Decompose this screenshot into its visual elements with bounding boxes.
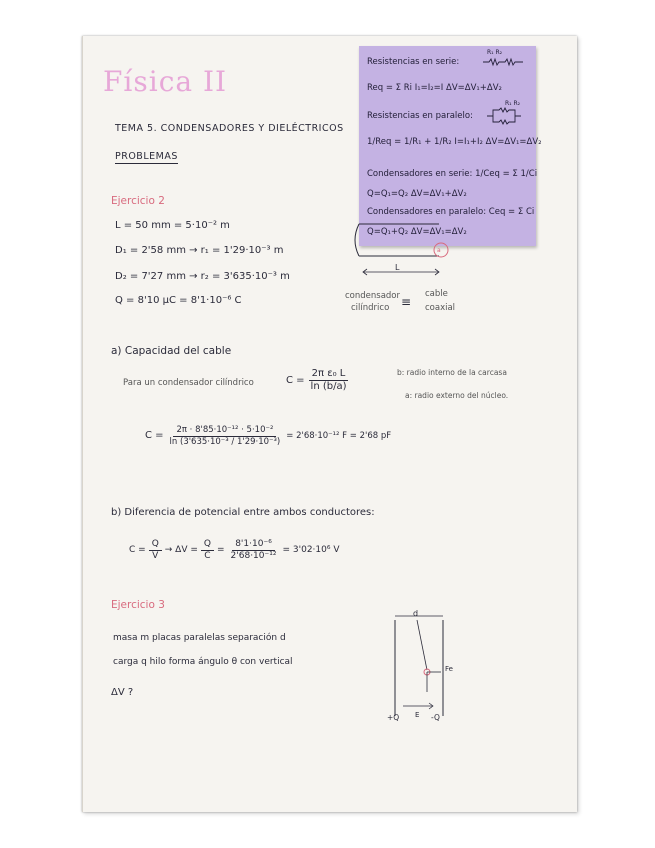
- data-length: L = 50 mm = 5·10⁻² m: [115, 220, 230, 231]
- note-resistors-series-labels: R₁ R₂: [487, 49, 503, 56]
- v-c-eq: C =: [129, 545, 146, 555]
- coaxial-label-1: cable: [425, 289, 448, 299]
- note-resistors-parallel: Resistencias en paralelo:: [367, 111, 473, 121]
- voltage-calculation: [129, 540, 339, 561]
- exercise-3-line-1: masa m placas paralelas separación d: [113, 633, 286, 643]
- capacitance-formula-denominator: ln (b/a): [310, 381, 347, 392]
- fig-length-label: L: [395, 263, 400, 272]
- coaxial-label-2: coaxial: [425, 303, 456, 313]
- resistor-parallel-icon: [487, 108, 521, 124]
- sticky-note: [359, 46, 542, 246]
- exercise-3-question: ΔV ?: [111, 687, 134, 698]
- fig-electric-force: Fe: [445, 665, 453, 673]
- exercise-2-label: Ejercicio 2: [111, 195, 165, 207]
- v-frac2-c: C: [204, 551, 211, 561]
- fig-field: E: [415, 711, 420, 719]
- exercise-3-label: Ejercicio 3: [111, 599, 165, 611]
- note-capacitors-parallel-charge: Q=Q₁+Q₂ ΔV=ΔV₁=ΔV₂: [367, 227, 467, 237]
- fig-negative-plate: -Q: [431, 713, 440, 722]
- v-frac-q: Q: [149, 540, 162, 551]
- coaxial-cable-diagram: [351, 220, 461, 280]
- note-req-parallel: 1/Req = 1/R₁ + 1/R₂ I=I₁+I₂ ΔV=ΔV₁=ΔV₂: [367, 137, 542, 147]
- notebook-page: [82, 36, 577, 812]
- v-result: = 3'02·10⁶ V: [282, 545, 340, 555]
- note-resistors-series: Resistencias en serie:: [367, 57, 460, 67]
- calc-result: = 2'68·10⁻¹² F = 2'68 pF: [286, 430, 392, 441]
- topic-heading: TEMA 5. CONDENSADORES Y DIELÉCTRICOS: [115, 123, 344, 134]
- resistor-series-icon: [483, 58, 523, 66]
- data-charge: Q = 8'10 μC = 8'1·10⁻⁶ C: [115, 295, 242, 306]
- capacitance-formula-numerator: 2π ε₀ L: [309, 369, 349, 381]
- cylindrical-label-1: condensador: [345, 291, 401, 301]
- cylindrical-label-2: cilíndrico: [351, 303, 390, 313]
- page-title: Física II: [103, 65, 228, 98]
- v-frac-v: V: [152, 551, 159, 561]
- note-capacitors-series-charge: Q=Q₁=Q₂ ΔV=ΔV₁+ΔV₂: [367, 189, 467, 199]
- v-arrow: → ΔV =: [164, 545, 198, 555]
- definition-a: a: radio externo del núcleo.: [405, 391, 509, 400]
- note-req-series: Req = Σ Ri I₁=I₂=I ΔV=ΔV₁+ΔV₂: [367, 83, 502, 93]
- fig-radius-label: a: [437, 247, 441, 254]
- note-capacitors-parallel: Condensadores en paralelo: Ceq = Σ Ci: [367, 207, 535, 217]
- v-frac3-den: 2'68·10⁻¹²: [230, 551, 277, 561]
- fig-positive-plate: +Q: [387, 713, 400, 722]
- capacitance-formula-lhs: C =: [286, 374, 305, 386]
- parallel-plates-diagram: [383, 610, 473, 720]
- part-b-title: b) Diferencia de potencial entre ambos conductores:: [111, 507, 375, 518]
- note-resistors-parallel-labels: R₁ R₂: [505, 100, 521, 107]
- data-diameter-1: D₁ = 2'58 mm → r₁ = 1'29·10⁻³ m: [115, 245, 284, 256]
- calc-lhs: C =: [145, 430, 164, 441]
- capacitance-formula: [286, 369, 353, 392]
- fig-plate-distance: d: [413, 609, 419, 618]
- part-a-title: a) Capacidad del cable: [111, 345, 232, 357]
- note-capacitors-series: Condensadores en serie: 1/Ceq = Σ 1/Ci: [367, 169, 538, 179]
- calc-numerator: 2π · 8'85·10⁻¹² · 5·10⁻²: [173, 426, 276, 437]
- data-diameter-2: D₂ = 7'27 mm → r₂ = 3'635·10⁻³ m: [115, 271, 290, 282]
- equivalence-symbol: ≡: [401, 295, 412, 309]
- calc-denominator: ln (3'635·10⁻³ / 1'29·10⁻³): [169, 436, 281, 447]
- v-equals: =: [217, 545, 225, 555]
- v-frac3-num: 8'1·10⁻⁶: [232, 540, 275, 551]
- exercise-3-line-2: carga q hilo forma ángulo θ con vertical: [113, 657, 293, 667]
- definition-b: b: radio interno de la carcasa: [397, 368, 507, 377]
- capacitance-calculation: [145, 426, 391, 446]
- part-a-intro: Para un condensador cilíndrico: [123, 378, 254, 388]
- v-frac2-q: Q: [201, 540, 214, 551]
- section-heading: PROBLEMAS: [115, 151, 178, 162]
